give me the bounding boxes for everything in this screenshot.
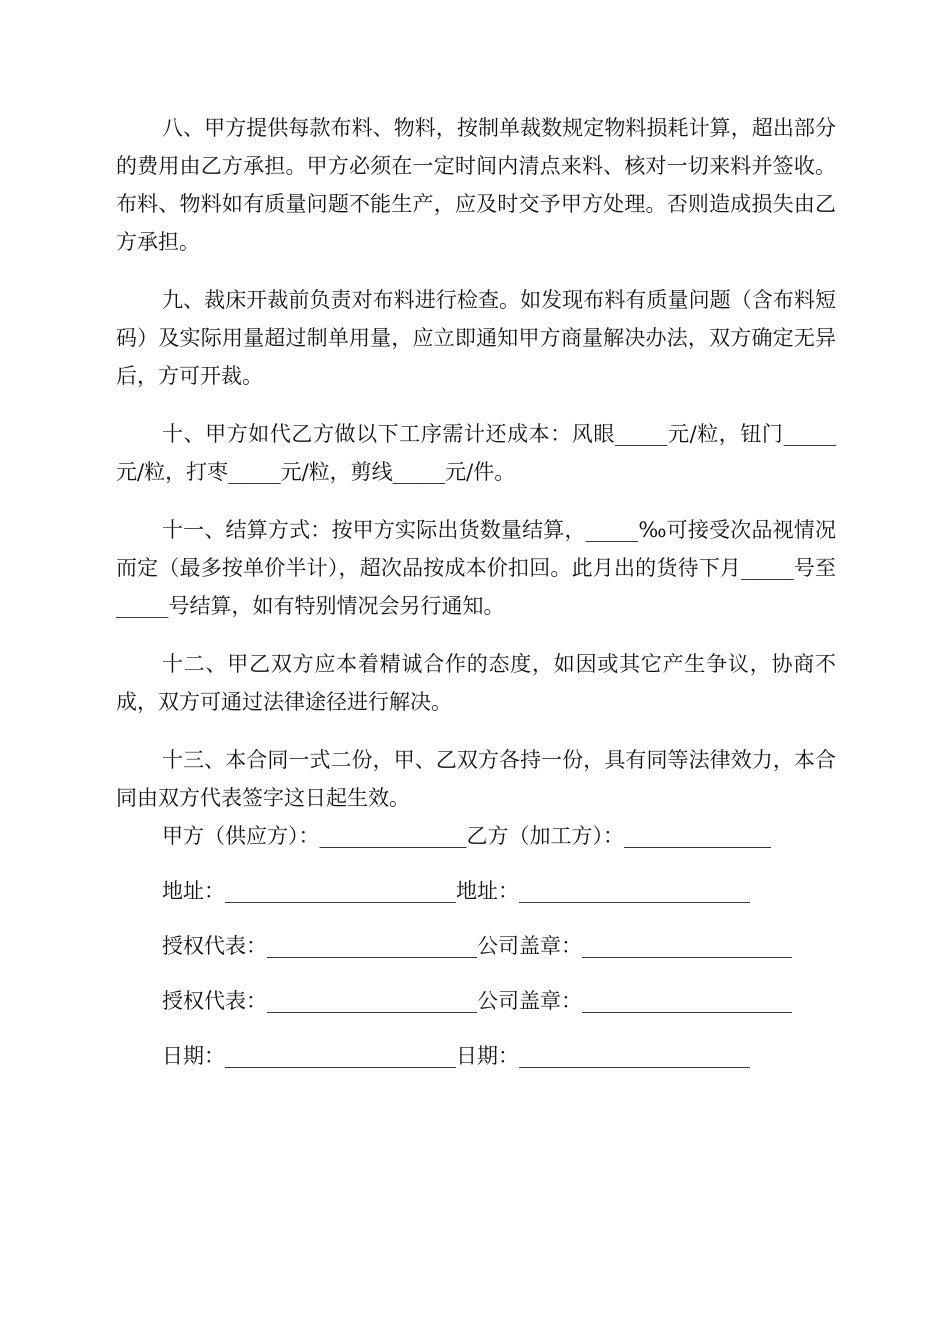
date-line: 日期：______________________日期：______________________ [162, 1044, 750, 1068]
address-line: 地址：______________________地址：______________________ [162, 879, 750, 903]
contract-body [116, 109, 836, 837]
clause-11: 十一、结算方式：按甲方实际出货数量结算，_____‰可接受次品视情况而定（最多按单价半计），超次品按成本价扣回。此月出的货待下月_____号至_____号结算，如有特别情况会另行通知。 [116, 518, 836, 618]
representative-line-2: 授权代表：____________________公司盖章：____________________ [162, 989, 792, 1013]
clause-8: 八、甲方提供每款布料、物料，按制单裁数规定物料损耗计算，超出部分的费用由乙方承担。甲方必须在一定时间内清点来料、核对一切来料并签收。布料、物料如有质量问题不能生产，应及时交予甲方处理。否则造成损失由乙方承担。 [116, 116, 836, 254]
signature-block [162, 818, 842, 1093]
clause-9: 九、裁床开裁前负责对布料进行检查。如发现布料有质量问题（含布料短码）及实际用量超过制单用量，应立即通知甲方商量解决办法，双方确定无异后，方可开裁。 [116, 288, 836, 388]
party-line: 甲方（供应方）：______________乙方（加工方）：______________ [162, 824, 771, 848]
representative-line: 授权代表：____________________公司盖章：____________________ [162, 934, 792, 958]
clause-12: 十二、甲乙双方应本着精诚合作的态度，如因或其它产生争议，协商不成，双方可通过法律途径进行解决。 [116, 652, 836, 714]
clause-10: 十、甲方如代乙方做以下工序需计还成本：风眼_____元/粒，钮门_____元/粒，打枣_____元/粒，剪线_____元/件。 [116, 422, 836, 484]
clause-13: 十三、本合同一式二份，甲、乙双方各持一份，具有同等法律效力，本合同由双方代表签字这日起生效。 [116, 748, 836, 810]
